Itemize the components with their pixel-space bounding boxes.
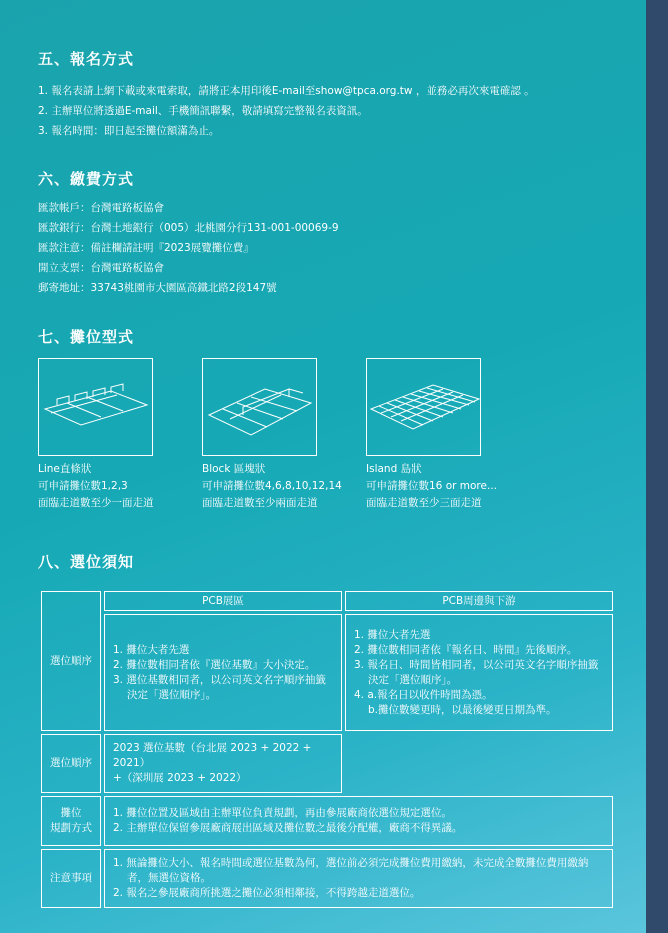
pcb-selection-rules <box>104 614 342 731</box>
booth-line-count: 可申請攤位數1,2,3 <box>38 480 128 492</box>
booth-block-count: 可申請攤位數4,6,8,10,12,14 <box>202 480 342 492</box>
booth-block-aisle: 面臨走道數至少兩面走道 <box>202 497 318 509</box>
section-title-booth-selection: 八、選位須知 <box>38 553 135 571</box>
booth-planning-rules <box>104 796 613 846</box>
section-title-booth-types: 七、攤位型式 <box>38 328 135 346</box>
registration-line-3: 3. 報名時間：即日起至攤位額滿為止。 <box>38 125 220 137</box>
section-title-payment: 六、繳費方式 <box>38 170 135 188</box>
payment-line-check: 開立支票：台灣電路板協會 <box>38 262 164 274</box>
payment-line-note: 匯款注意：備註欄請註明『2023展覽攤位費』 <box>38 242 254 254</box>
notes-rules <box>104 849 613 908</box>
booth-line-name: Line直條狀 <box>38 463 92 475</box>
line-booth-icon <box>38 358 153 456</box>
supply-rule-3: 3. 報名日、時間皆相同者，以公司英文名字順序抽籤決定「選位順序」。 <box>354 658 599 686</box>
row-head-selection-order: 選位順序 <box>41 591 101 731</box>
supply-rule-4a: 4. a.報名日以收件時間為憑。 <box>354 688 493 701</box>
row-head-booth-planning-line-1: 攤位 <box>60 807 82 819</box>
payment-line-bank: 匯款銀行：台灣土地銀行（005）北桃園分行131-001-00069-9 <box>38 222 339 234</box>
column-head-pcb: PCB展區 <box>104 591 342 611</box>
supply-rule-2: 2. 攤位數相同者依『報名日、時間』先後順序。 <box>354 643 578 656</box>
section-title-registration: 五、報名方式 <box>38 50 135 68</box>
registration-line-2: 2. 主辦單位將透過E-mail、手機簡訊聯繫，敬請填寫完整報名表資訊。 <box>38 105 368 117</box>
row-head-selection-base: 選位順序 <box>41 734 101 793</box>
planning-rule-2: 2. 主辦單位保留參展廠商展出區域及攤位數之最後分配權，廠商不得異議。 <box>113 822 463 834</box>
payment-line-address: 郵寄地址：33743桃園市大園區高鐵北路2段147號 <box>38 282 277 294</box>
payment-line-account: 匯款帳戶：台灣電路板協會 <box>38 202 164 214</box>
selection-base-line-1: 2023 選位基數（台北展 2023 + 2022 + 2021） <box>113 742 312 769</box>
empty-cell <box>345 734 613 793</box>
block-booth-icon <box>202 358 317 456</box>
booth-caption-block <box>202 461 342 512</box>
booth-caption-island <box>366 461 497 512</box>
planning-rule-1: 1. 攤位位置及區域由主辦單位負責規劃，再由參展廠商依選位規定選位。 <box>113 807 452 819</box>
booth-island-count: 可申請攤位數16 or more... <box>366 480 497 492</box>
booth-island-aisle: 面臨走道數至少三面走道 <box>366 497 482 509</box>
row-head-notes: 注意事項 <box>41 849 101 908</box>
column-head-supply-chain: PCB周邊與下游 <box>345 591 613 611</box>
selection-base-formula <box>104 734 342 793</box>
registration-line-1: 1. 報名表請上網下載或來電索取，請將正本用印後E-mail至show@tpca.org.tw ，並務必再次來電確認 。 <box>38 85 535 97</box>
note-rule-2: 2. 報名之參展廠商所挑選之攤位必須相鄰接，不得跨越走道選位。 <box>113 887 421 899</box>
booth-block-name: Block 區塊狀 <box>202 463 266 475</box>
supply-rule-1: 1. 攤位大者先選 <box>354 628 431 641</box>
page-edge-bar <box>646 0 668 933</box>
selection-base-line-2: +（深圳展 2023 + 2022） <box>113 772 247 784</box>
note-rule-1: 1. 無論攤位大小、報名時間或選位基數為何，選位前必須完成攤位費用繳納，未完成全數攤位費用繳納者，無選位資格。 <box>113 857 589 884</box>
pcb-rule-1: 1. 攤位大者先選 <box>113 643 190 656</box>
island-booth-icon <box>366 358 481 456</box>
booth-selection-table <box>38 588 616 911</box>
pcb-rule-2: 2. 攤位數相同者依『選位基數』大小決定。 <box>113 658 316 671</box>
supply-rule-4b: b.攤位數變更時，以最後變更日期為準。 <box>368 703 557 716</box>
supply-selection-rules <box>345 614 613 731</box>
booth-island-name: Island 島狀 <box>366 463 422 475</box>
row-head-booth-planning <box>41 796 101 846</box>
pcb-rule-3: 3. 選位基數相同者，以公司英文名字順序抽籤決定「選位順序」。 <box>113 673 326 701</box>
row-head-booth-planning-line-2: 規劃方式 <box>50 822 92 834</box>
booth-caption-line <box>38 461 154 512</box>
booth-line-aisle: 面臨走道數至少一面走道 <box>38 497 154 509</box>
